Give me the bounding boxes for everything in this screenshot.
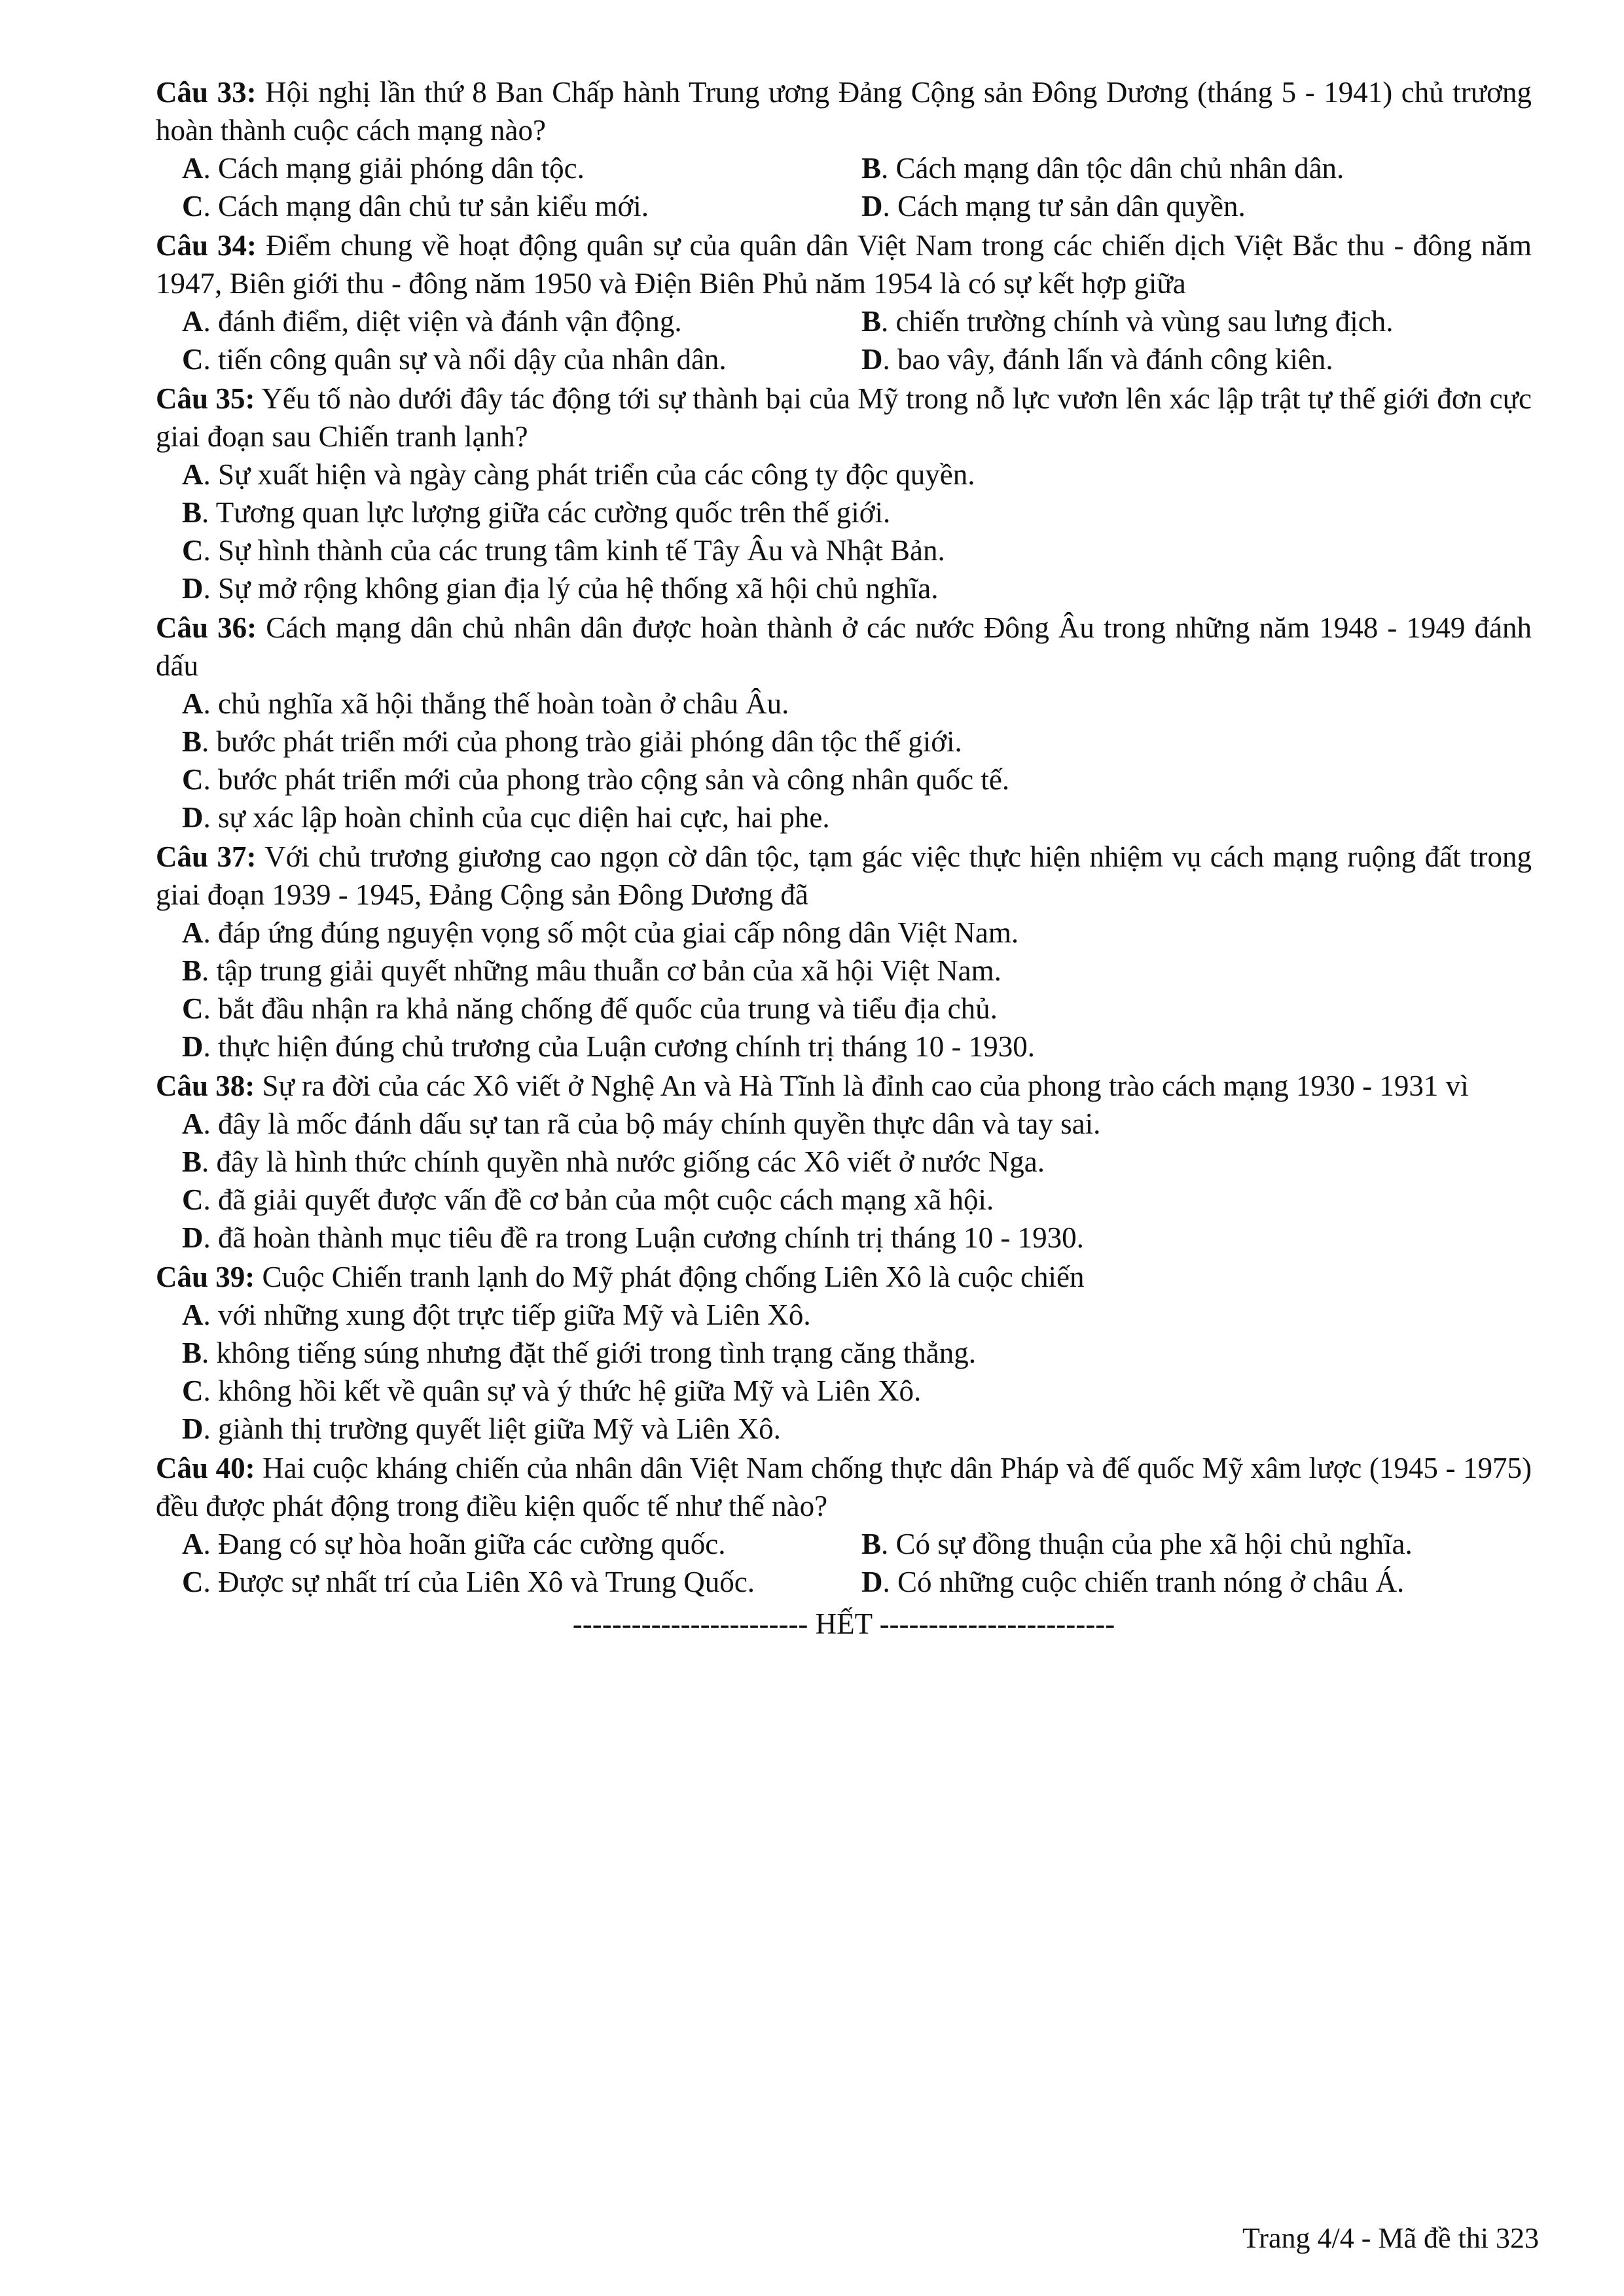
answer-option	[835, 340, 1515, 378]
option-text: . Cách mạng tư sản dân quyền.	[882, 190, 1246, 223]
answer-option	[835, 1525, 1515, 1563]
question-text: Yếu tố nào dưới đây tác động tới sự thành bại của Mỹ trong nỗ lực vươn lên xác lập trật tự thế giới đơn cực giai đoạn sau Chiến tranh lạnh?	[156, 382, 1532, 453]
option-text: . không hồi kết về quân sự và ý thức hệ giữa Mỹ và Liên Xô.	[203, 1374, 922, 1407]
question-text: Cuộc Chiến tranh lạnh do Mỹ phát động chống Liên Xô là cuộc chiến	[255, 1261, 1085, 1293]
option-text: . bao vây, đánh lấn và đánh công kiên.	[882, 343, 1333, 376]
answer-option	[835, 187, 1515, 225]
answer-option	[156, 990, 1532, 1028]
question-block	[156, 838, 1532, 1066]
answer-option	[156, 761, 1532, 798]
option-row	[156, 149, 1532, 187]
answer-option	[156, 531, 1532, 569]
question-number: Câu 40:	[156, 1452, 255, 1484]
answer-option	[156, 685, 1532, 723]
question-text: Sự ra đời của các Xô viết ở Nghệ An và Hà Tĩnh là đỉnh cao của phong trào cách mạng 1930 - 1931 vì	[255, 1069, 1469, 1102]
option-letter: B	[182, 954, 202, 987]
question-text: Với chủ trương giương cao ngọn cờ dân tộc, tạm gác việc thực hiện nhiệm vụ cách mạng ruộng đất trong giai đoạn 1939 - 1945, Đảng Cộng sản Đông Dương đã	[156, 840, 1532, 911]
answer-option	[156, 1410, 1532, 1448]
option-text: . Sự xuất hiện và ngày càng phát triển của các công ty độc quyền.	[203, 458, 975, 491]
option-text: . Sự mở rộng không gian địa lý của hệ thống xã hội chủ nghĩa.	[203, 572, 939, 605]
option-letter: B	[861, 305, 882, 338]
answer-option	[156, 493, 1532, 531]
option-text: . tiến công quân sự và nổi dậy của nhân dân.	[203, 343, 727, 376]
option-letter: B	[861, 152, 882, 185]
option-letter: B	[182, 1336, 202, 1369]
option-letter: D	[182, 801, 204, 834]
exam-page	[156, 73, 1532, 1643]
question-text: Hai cuộc kháng chiến của nhân dân Việt Nam chống thực dân Pháp và đế quốc Mỹ xâm lược (1945 - 1975) đều được phát động trong điều kiện quốc tế như thế nào?	[156, 1452, 1532, 1522]
answer-option	[156, 798, 1532, 836]
answer-option	[156, 1296, 1532, 1334]
question-block	[156, 380, 1532, 607]
answer-option	[156, 1525, 835, 1563]
option-row	[156, 302, 1532, 340]
page-footer: Trang 4/4 - Mã đề thi 323	[1242, 2222, 1539, 2254]
option-text: . đánh điểm, diệt viện và đánh vận động.	[203, 305, 682, 338]
option-letter: B	[182, 496, 202, 529]
option-letter: A	[182, 1299, 204, 1331]
option-text: . đã giải quyết được vấn đề cơ bản của một cuộc cách mạng xã hội.	[203, 1183, 994, 1216]
option-row	[156, 1525, 1532, 1563]
question-number: Câu 33:	[156, 76, 257, 109]
option-letter: C	[182, 992, 204, 1025]
option-text: . tập trung giải quyết những mâu thuẫn cơ bản của xã hội Việt Nam.	[202, 954, 1001, 987]
option-text: . Có những cuộc chiến tranh nóng ở châu Á.	[882, 1566, 1405, 1598]
answer-option	[156, 149, 835, 187]
option-row	[156, 1563, 1532, 1601]
question-block	[156, 1449, 1532, 1601]
option-text: . chủ nghĩa xã hội thắng thế hoàn toàn ở châu Âu.	[203, 687, 789, 720]
option-text: . đây là mốc đánh dấu sự tan rã của bộ máy chính quyền thực dân và tay sai.	[203, 1107, 1101, 1140]
question-text: Cách mạng dân chủ nhân dân được hoàn thành ở các nước Đông Âu trong những năm 1948 - 1949 đánh dấu	[156, 611, 1532, 682]
option-text: . Cách mạng giải phóng dân tộc.	[203, 152, 585, 185]
answer-option	[156, 1372, 1532, 1410]
question-block	[156, 73, 1532, 225]
answer-option	[156, 1028, 1532, 1066]
question-number: Câu 35:	[156, 382, 255, 415]
question-number: Câu 39:	[156, 1261, 255, 1293]
answer-option	[156, 569, 1532, 607]
option-text: . thực hiện đúng chủ trương của Luận cương chính trị tháng 10 - 1930.	[203, 1030, 1035, 1063]
option-letter: D	[861, 1566, 883, 1598]
option-text: . Cách mạng dân chủ tư sản kiểu mới.	[203, 190, 649, 223]
option-letter: D	[861, 190, 883, 223]
question-stem	[156, 1449, 1532, 1525]
option-text: . giành thị trường quyết liệt giữa Mỹ và Liên Xô.	[203, 1412, 781, 1445]
option-text: . bắt đầu nhận ra khả năng chống đế quốc của trung và tiểu địa chủ.	[203, 992, 998, 1025]
question-stem	[156, 838, 1532, 914]
option-letter: C	[182, 190, 204, 223]
question-block	[156, 609, 1532, 836]
answer-option	[156, 1563, 835, 1601]
question-stem	[156, 380, 1532, 456]
answer-option	[156, 1181, 1532, 1219]
end-marker: ------------------------ HẾT ------------------------	[572, 1607, 1115, 1640]
option-text: . sự xác lập hoàn chỉnh của cục diện hai cực, hai phe.	[203, 801, 830, 834]
option-text: . chiến trường chính và vùng sau lưng địch.	[881, 305, 1394, 338]
answer-option	[156, 1334, 1532, 1372]
answer-option	[156, 456, 1532, 493]
option-letter: A	[182, 1528, 204, 1560]
option-letter: D	[861, 343, 883, 376]
answer-option	[156, 187, 835, 225]
answer-option	[156, 952, 1532, 990]
option-letter: A	[182, 687, 204, 720]
question-stem	[156, 1067, 1532, 1105]
answer-option	[156, 340, 835, 378]
option-letter: A	[182, 1107, 204, 1140]
option-text: . đã hoàn thành mục tiêu đề ra trong Luận cương chính trị tháng 10 - 1930.	[203, 1221, 1084, 1254]
question-number: Câu 36:	[156, 611, 257, 644]
option-letter: A	[182, 152, 204, 185]
question-stem	[156, 1258, 1532, 1296]
answer-option	[156, 302, 835, 340]
answer-option	[835, 149, 1515, 187]
option-letter: C	[182, 1374, 204, 1407]
answer-option	[835, 1563, 1515, 1601]
option-letter: D	[182, 1221, 204, 1254]
question-number: Câu 38:	[156, 1069, 255, 1102]
option-letter: B	[182, 725, 202, 758]
question-stem	[156, 73, 1532, 149]
option-letter: C	[182, 1566, 204, 1598]
option-letter: B	[861, 1528, 882, 1560]
option-letter: C	[182, 763, 204, 796]
question-block	[156, 1258, 1532, 1448]
option-letter: A	[182, 458, 204, 491]
answer-option	[156, 723, 1532, 761]
option-text: . Đang có sự hòa hoãn giữa các cường quốc.	[203, 1528, 726, 1560]
option-letter: D	[182, 1412, 204, 1445]
option-letter: C	[182, 534, 204, 567]
option-letter: C	[182, 343, 204, 376]
question-number: Câu 34:	[156, 229, 257, 262]
answer-option	[156, 1219, 1532, 1257]
question-number: Câu 37:	[156, 840, 257, 873]
option-letter: B	[182, 1145, 202, 1178]
option-row	[156, 340, 1532, 378]
option-text: . bước phát triển mới của phong trào giải phóng dân tộc thế giới.	[202, 725, 962, 758]
question-text: Hội nghị lần thứ 8 Ban Chấp hành Trung ương Đảng Cộng sản Đông Dương (tháng 5 - 1941) chủ trương hoàn thành cuộc cách mạng nào?	[156, 76, 1532, 147]
option-text: . Được sự nhất trí của Liên Xô và Trung Quốc.	[203, 1566, 755, 1598]
answer-option	[156, 914, 1532, 952]
option-letter: A	[182, 916, 204, 949]
option-text: . không tiếng súng nhưng đặt thế giới trong tình trạng căng thẳng.	[202, 1336, 977, 1369]
option-letter: D	[182, 572, 204, 605]
option-text: . Cách mạng dân tộc dân chủ nhân dân.	[881, 152, 1344, 185]
answer-option	[156, 1143, 1532, 1181]
option-letter: A	[182, 305, 204, 338]
question-stem	[156, 609, 1532, 685]
option-text: . đáp ứng đúng nguyện vọng số một của giai cấp nông dân Việt Nam.	[203, 916, 1019, 949]
option-letter: D	[182, 1030, 204, 1063]
option-text: . Sự hình thành của các trung tâm kinh tế Tây Âu và Nhật Bản.	[203, 534, 945, 567]
option-text: . đây là hình thức chính quyền nhà nước giống các Xô viết ở nước Nga.	[202, 1145, 1045, 1178]
option-text: . bước phát triển mới của phong trào cộng sản và công nhân quốc tế.	[203, 763, 1010, 796]
option-text: . Có sự đồng thuận của phe xã hội chủ nghĩa.	[881, 1528, 1413, 1560]
option-text: . Tương quan lực lượng giữa các cường quốc trên thế giới.	[202, 496, 891, 529]
option-letter: C	[182, 1183, 204, 1216]
question-block	[156, 226, 1532, 378]
answer-option	[156, 1105, 1532, 1143]
answer-option	[835, 302, 1515, 340]
question-block	[156, 1067, 1532, 1257]
question-stem	[156, 226, 1532, 302]
question-text: Điểm chung về hoạt động quân sự của quân dân Việt Nam trong các chiến dịch Việt Bắc thu - đông năm 1947, Biên giới thu - đông năm 1950 và Điện Biên Phủ năm 1954 là có sự kết hợp giữa	[156, 229, 1532, 300]
option-row	[156, 187, 1532, 225]
option-text: . với những xung đột trực tiếp giữa Mỹ và Liên Xô.	[203, 1299, 811, 1331]
